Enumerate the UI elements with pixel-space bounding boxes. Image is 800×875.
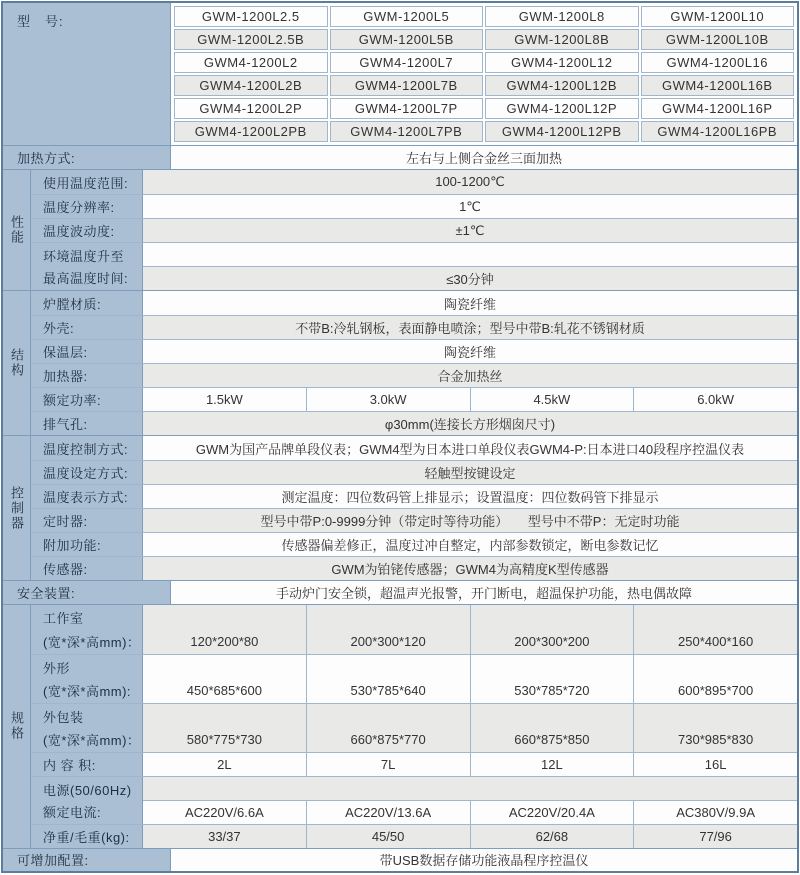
- addon-value: 带USB数据存储功能液晶程序控温仪: [171, 849, 797, 871]
- heatup-time-label-line2: 最高温度时间:: [43, 271, 129, 287]
- section-label-controller: 控制器: [3, 436, 31, 580]
- model-cell: GWM-1200L8B: [485, 29, 639, 50]
- row-extra-functions: [31, 532, 797, 556]
- model-cell: GWM-1200L5: [330, 6, 484, 27]
- model-cell: GWM4-1200L7: [330, 52, 484, 73]
- model-cell: GWM4-1200L16P: [641, 98, 795, 119]
- weight-value: 33/37: [143, 825, 306, 848]
- insulation-label: 保温层:: [31, 340, 143, 363]
- model-cell: GWM4-1200L7B: [330, 75, 484, 96]
- package-size-label-line1: 外包装: [43, 709, 84, 725]
- group-structure: [3, 290, 797, 435]
- temp-control-value: GWM为国产品牌单段仪表；GWM4型为日本进口单段仪表GWM4-P:日本进口40段程序控温仪表: [143, 436, 797, 460]
- row-temp-display: [31, 484, 797, 508]
- power-supply-label-line2: 额定电流:: [43, 804, 102, 820]
- row-temp-setting: [31, 460, 797, 484]
- row-timer: [31, 508, 797, 532]
- row-heatup-time: [31, 242, 797, 290]
- model-cell: GWM4-1200L2: [174, 52, 328, 73]
- workroom-size-value: 200*300*120: [306, 605, 470, 654]
- temp-range-label: 使用温度范围:: [31, 170, 143, 194]
- model-cell: GWM4-1200L7P: [330, 98, 484, 119]
- model-cell: GWM4-1200L2B: [174, 75, 328, 96]
- model-cell: GWM4-1200L12P: [485, 98, 639, 119]
- model-cell: GWM4-1200L12B: [485, 75, 639, 96]
- chamber-material-label: 炉膛材质:: [31, 291, 143, 315]
- model-cell: GWM-1200L5B: [330, 29, 484, 50]
- row-vent: [31, 411, 797, 435]
- rated-power-value: 1.5kW: [143, 388, 306, 411]
- row-power-supply: [31, 776, 797, 824]
- temp-display-label: 温度表示方式:: [31, 485, 143, 508]
- row-workroom-size: [31, 605, 797, 654]
- row-sensor: [31, 556, 797, 580]
- row-volume: [31, 752, 797, 776]
- workroom-size-label-line2: (宽*深*高mm)：: [43, 634, 141, 650]
- model-cell: GWM-1200L10B: [641, 29, 795, 50]
- package-size-value: 660*875*770: [306, 704, 470, 752]
- package-size-value: 580*775*730: [143, 704, 306, 752]
- workroom-size-value: 120*200*80: [143, 605, 306, 654]
- rated-power-value: 4.5kW: [470, 388, 634, 411]
- heatup-time-label-line1: 环境温度升至: [43, 249, 125, 265]
- outside-size-value: 530*785*720: [470, 655, 634, 703]
- rated-power-label: 额定功率:: [31, 388, 143, 411]
- heatup-time-value: ≤30分钟: [143, 267, 797, 290]
- weight-label: 净重/毛重(kg):: [31, 825, 143, 848]
- rated-current-value: AC380V/9.9A: [633, 801, 797, 824]
- power-supply-label-line1: 电源(50/60Hz): [43, 782, 132, 798]
- weight-value: 62/68: [470, 825, 634, 848]
- model-cell: GWM4-1200L2PB: [174, 121, 328, 142]
- addon-label: 可增加配置:: [3, 849, 171, 871]
- safety-value: 手动炉门安全锁，超温声光报警，开门断电，超温保护功能，热电偶故障: [171, 581, 797, 603]
- row-temp-control: [31, 436, 797, 460]
- outside-size-value: 450*685*600: [143, 655, 306, 703]
- volume-value: 7L: [306, 753, 470, 776]
- workroom-size-label: [31, 605, 143, 654]
- row-outside-size: [31, 654, 797, 703]
- rated-power-value: 6.0kW: [633, 388, 797, 411]
- model-cell: GWM4-1200L16B: [641, 75, 795, 96]
- sensor-label: 传感器:: [31, 557, 143, 580]
- rated-current-value: AC220V/13.6A: [306, 801, 470, 824]
- heatup-time-empty-cell: [143, 243, 797, 266]
- spec-table: [1, 1, 799, 873]
- temp-fluctuation-label: 温度波动度:: [31, 219, 143, 242]
- model-cell: GWM-1200L10: [641, 6, 795, 27]
- timer-label: 定时器:: [31, 509, 143, 532]
- row-rated-power: [31, 387, 797, 411]
- outside-size-label-line2: (宽*深*高mm):: [43, 683, 132, 699]
- model-cell: GWM4-1200L12: [485, 52, 639, 73]
- model-cell: GWM4-1200L2P: [174, 98, 328, 119]
- package-size-label-line2: (宽*深*高mm)：: [43, 732, 141, 748]
- package-size-value: 660*875*850: [470, 704, 634, 752]
- outside-size-value: 530*785*640: [306, 655, 470, 703]
- heatup-time-label: [31, 243, 143, 290]
- volume-value: 16L: [633, 753, 797, 776]
- rated-current-value: AC220V/20.4A: [470, 801, 634, 824]
- row-package-size: [31, 703, 797, 752]
- temp-fluctuation-value: ±1℃: [143, 219, 797, 242]
- extra-functions-value: 传感器偏差修正，温度过冲自整定，内部参数锁定，断电参数记忆: [143, 533, 797, 556]
- chamber-material-value: 陶瓷纤维: [143, 291, 797, 315]
- model-cell: GWM4-1200L7PB: [330, 121, 484, 142]
- model-band: [3, 3, 797, 146]
- heating-method-value: 左右与上侧合金丝三面加热: [171, 146, 797, 169]
- model-cell: GWM4-1200L16PB: [641, 121, 795, 142]
- insulation-value: 陶瓷纤维: [143, 340, 797, 363]
- heater-label: 加热器:: [31, 364, 143, 387]
- power-supply-label: [31, 777, 143, 824]
- vent-value: φ30mm(连接长方形烟囱尺寸): [143, 412, 797, 435]
- sensor-value: GWM为铂铑传感器；GWM4为高精度K型传感器: [143, 557, 797, 580]
- weight-value: 77/96: [633, 825, 797, 848]
- volume-value: 12L: [470, 753, 634, 776]
- section-label-specs: 规格: [3, 605, 31, 848]
- temp-range-value: 100-1200℃: [143, 170, 797, 194]
- group-controller: [3, 435, 797, 580]
- model-cell: GWM4-1200L16: [641, 52, 795, 73]
- row-heating-method: [3, 146, 797, 169]
- vent-label: 排气孔:: [31, 412, 143, 435]
- row-temp-fluctuation: [31, 218, 797, 242]
- row-heater: [31, 363, 797, 387]
- package-size-label: [31, 704, 143, 752]
- workroom-size-value: 200*300*200: [470, 605, 634, 654]
- model-cell: GWM-1200L2.5B: [174, 29, 328, 50]
- temp-setting-label: 温度设定方式:: [31, 461, 143, 484]
- shell-value: 不带B:冷轧钢板，表面静电喷涂；型号中带B:轧花不锈钢材质: [143, 316, 797, 339]
- shell-label: 外壳:: [31, 316, 143, 339]
- extra-functions-label: 附加功能:: [31, 533, 143, 556]
- timer-value: 型号中带P:0-9999分钟（带定时等待功能） 型号中不带P：无定时功能: [143, 509, 797, 532]
- rated-current-value: AC220V/6.6A: [143, 801, 306, 824]
- rated-power-value: 3.0kW: [306, 388, 470, 411]
- workroom-size-label-line1: 工作室: [43, 610, 84, 626]
- temp-setting-value: 轻触型按键设定: [143, 461, 797, 484]
- row-safety: [3, 580, 797, 603]
- row-weight: [31, 824, 797, 848]
- workroom-size-value: 250*400*160: [633, 605, 797, 654]
- package-size-value: 730*985*830: [633, 704, 797, 752]
- row-addon: [3, 848, 797, 871]
- safety-label: 安全装置:: [3, 581, 171, 603]
- model-label: 型 号:: [3, 3, 171, 145]
- model-cell: GWM-1200L2.5: [174, 6, 328, 27]
- models-grid: [171, 3, 797, 145]
- outside-size-label-line1: 外形: [43, 660, 71, 676]
- row-temp-range: [31, 170, 797, 194]
- temp-resolution-label: 温度分辨率:: [31, 195, 143, 218]
- group-specs: [3, 604, 797, 848]
- power-supply-empty-cell: [143, 777, 797, 800]
- heater-value: 合金加热丝: [143, 364, 797, 387]
- group-performance: [3, 169, 797, 290]
- outside-size-value: 600*895*700: [633, 655, 797, 703]
- row-temp-resolution: [31, 194, 797, 218]
- volume-label: 内 容 积:: [31, 753, 143, 776]
- section-label-performance: 性能: [3, 170, 31, 290]
- heating-method-label: 加热方式:: [3, 146, 171, 169]
- temp-display-value: 测定温度：四位数码管上排显示；设置温度：四位数码管下排显示: [143, 485, 797, 508]
- model-cell: GWM4-1200L12PB: [485, 121, 639, 142]
- section-label-structure: 结构: [3, 291, 31, 435]
- row-insulation: [31, 339, 797, 363]
- row-chamber-material: [31, 291, 797, 315]
- outside-size-label: [31, 655, 143, 703]
- weight-value: 45/50: [306, 825, 470, 848]
- temp-control-label: 温度控制方式:: [31, 436, 143, 460]
- row-shell: [31, 315, 797, 339]
- model-cell: GWM-1200L8: [485, 6, 639, 27]
- temp-resolution-value: 1℃: [143, 195, 797, 218]
- volume-value: 2L: [143, 753, 306, 776]
